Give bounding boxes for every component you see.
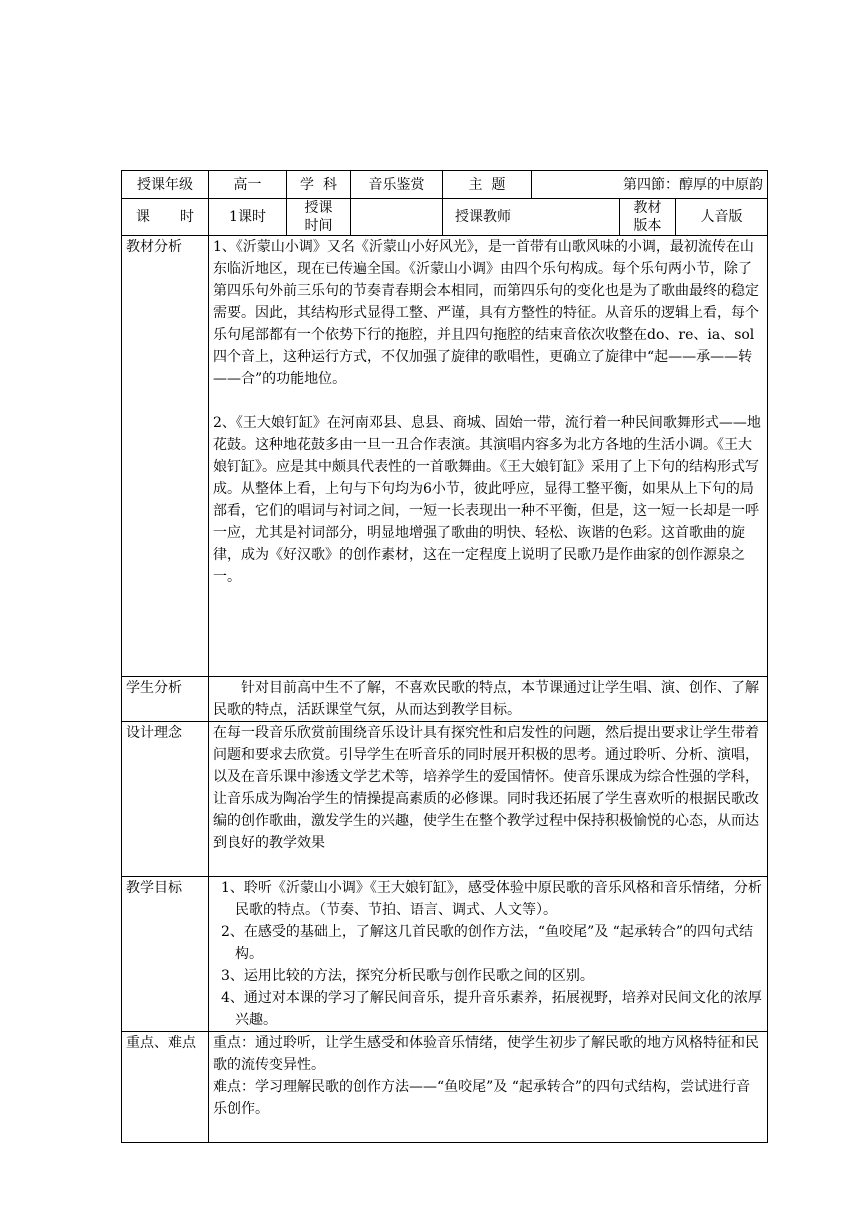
topic-value: 第四節：醇厚的中原韵 [532,171,768,199]
topic-label: 主 题 [443,171,532,199]
student-content [209,677,768,722]
goal-item-3: 3、运用比较的方法，探究分析民歌与创作民歌之间的区别。 [221,968,594,984]
edition-label: 教材版本 [620,199,676,236]
grade-label: 授课年级 [122,171,209,199]
material-label: 教材分析 [122,236,209,677]
goal-item-4: 4、通过对本课的学习了解民间音乐，提升音乐素养，拓展视野，培养对民间文化的浓厚兴趣。 [221,990,762,1028]
student-label: 学生分析 [122,677,209,722]
hours-label-right: 时 [180,209,194,225]
material-row [122,236,768,677]
student-text: 针对目前高中生不了解，不喜欢民歌的特点，本节课通过让学生唱、演、创作、了解民歌的特点，活跃课堂气氛，从而达到教学目标。 [213,680,759,718]
header-row-2 [122,199,768,236]
subject-label: 学 科 [287,171,351,199]
design-row [122,722,768,877]
student-row [122,677,768,722]
key-row [122,1032,768,1143]
teacher-label: 授课教师 [443,199,620,236]
goals-content [209,877,768,1032]
material-paragraph-1: 1、《沂蒙山小调》又名《沂蒙山小好风光》，是一首带有山歌风味的小调，最初流传在山东临沂地区，现在已传遍全国。《沂蒙山小调》由四个乐句构成。每个乐句两小节，除了第四乐句外前三乐句的节奏青春期会本相同，而第四乐句的变化也是为了歌曲最终的稳定需要。因此，其结构形式显得工整、严谨，具有方整性的特征。从音乐的逻辑上看，每个乐句尾部都有一个依势下行的拖腔，并且四句拖腔的结束音依次收整在do、re、ia、sol四个音上，这种运行方式，不仅加强了旋律的歌唱性，更确立了旋律中“起——承——转——合”的功能地位。 [213,239,759,387]
goal-item-2: 2、在感受的基础上，了解这几首民歌的创作方法，“鱼咬尾”及 “起承转合”的四句式结构。 [221,924,753,962]
subject-value: 音乐鉴赏 [351,171,443,199]
header-row-1 [122,171,768,199]
key-focus: 重点：通过聆听，让学生感受和体验音乐情绪，使学生初步了解民歌的地方风格特征和民歌的流传变异性。 [213,1035,759,1073]
material-paragraph-2: 2、《王大娘钉缸》在河南邓县、息县、商城、固始一带，流行着一种民间歌舞形式——地花鼓。这种地花鼓多由一旦一丑合作表演。其演唱内容多为北方各地的生活小调。《王大娘钉缸》。应是其中颇具代表性的一首歌舞曲。《王大娘钉缸》采用了上下句的结构形式写成。从整体上看，上句与下句均为6小节，彼此呼应，显得工整平衡，如果从上下句的局部看，它们的唱词与衬词之间，一短一长表现出一种不平衡，但是，这一短一长却是一呼一应，尤其是衬词部分，明显地增强了歌曲的明快、轻松、诙谐的色彩。这首歌曲的旋律，成为《好汉歌》的创作素材，这在一定程度上说明了民歌乃是作曲家的创作源泉之一。 [213,415,761,585]
goal-item-1: 1、聆听《沂蒙山小调》《王大娘钉缸》，感受体验中原民歌的音乐风格和音乐情绪，分析民歌的特点。（节奏、节拍、语言、调式、人文等）。 [221,880,762,918]
key-difficulty: 难点：学习理解民歌的创作方法——“鱼咬尾”及 “起承转合”的四句式结构，尝试进行音乐创作。 [213,1079,751,1117]
time-label: 授课时间 [287,199,351,236]
time-value [351,199,443,236]
hours-value: 1课时 [209,199,287,236]
hours-label [122,199,209,236]
lesson-plan-table [121,170,768,1143]
design-label: 设计理念 [122,722,209,877]
edition-value: 人音版 [676,199,768,236]
grade-value: 高一 [209,171,287,199]
design-content [209,722,768,877]
key-label: 重点、难点 [122,1032,209,1143]
goals-label: 教学目标 [122,877,209,1032]
hours-label-left: 课 [136,209,150,225]
key-content [209,1032,768,1143]
design-text: 在每一段音乐欣赏前围绕音乐设计具有探究性和启发性的问题，然后提出要求让学生带着问题和要求去欣赏。引导学生在听音乐的同时展开积极的思考。通过聆听、分析、演唱，以及在音乐课中渗透文学艺术等，培养学生的爱国情怀。使音乐课成为综合性强的学科，让音乐成为陶冶学生的情操提高素质的必修课。同时我还拓展了学生喜欢听的根据民歌改编的创作歌曲，激发学生的兴趣，使学生在整个教学过程中保持积极愉悦的心态，从而达到良好的教学效果 [213,725,759,851]
goals-row [122,877,768,1032]
material-content [209,236,768,677]
